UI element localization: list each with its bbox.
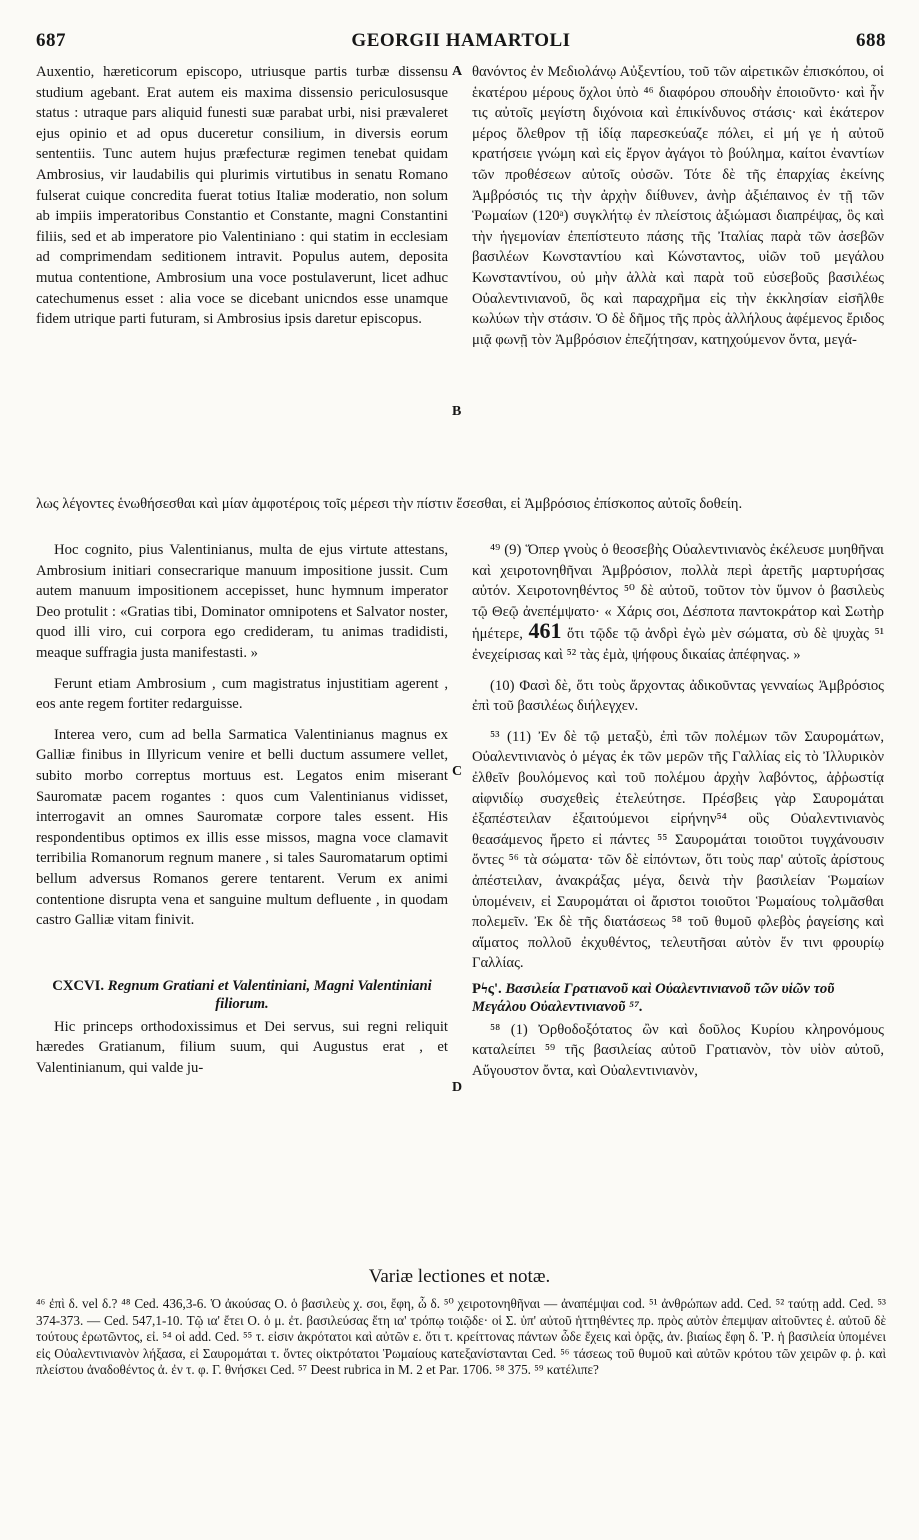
latin-column-top — [36, 62, 448, 330]
greek-paragraph-2 — [472, 540, 884, 666]
edition-page-marker: 461 — [528, 618, 562, 644]
page-number-right: 688 — [856, 30, 886, 51]
margin-marker-a: A — [452, 64, 463, 79]
greek-paragraph-3: (10) Φασὶ δὲ, ὅτι τοὺς ἄρχοντας ἀδικοῦντας γενναίως Ἀμβρόσιος ἐπὶ τοῦ βασιλέως διήλεγχεν. — [472, 677, 884, 715]
latin-chapter-title: Regnum Gratiani et Valentiniani, Magni Valentiniani filiorum. — [107, 977, 432, 1012]
greek-chapter-heading — [472, 980, 884, 1016]
latin-chapter-number: CXCVI. — [52, 977, 105, 994]
greek-paragraph-1: θανόντος ἐν Μεδιολάνῳ Αὐξεντίου, τοῦ τῶν αἱρετικῶν ἐπισκόπου, οἱ ἑκατέρου μέρους ὄχλοι ὑπὸ ⁴⁶ διαφόρου σπουδὴν ἐποιοῦντο· καὶ ἦν τις αὐτοῖς μεγίστη διχόνοια καὶ ἐπικίνδυνος στάσις· καὶ ἑκάτερον μέρος ὄλεθρον τῇ ἰδίᾳ παρεσκεύαζε πόλει, εἰ μή γε ἡ αὐτοῦ κρατήσειε γνώμη καὶ εἰς ἔργον ἀγάγοι τὸ βούλημα, καίτοι ἐναντίων τῶν προθέσεων αὐτοῖς οὐσῶν. Τότε δὲ τῆς ἐπαρχίας ἐκείνης Ἀμβρόσιός τις τὴν ἀρχὴν διίθυνεν, ἀνὴρ ἀξιέπαινος ἐν τῇ τῶν Ῥωμαίων (120ᵃ) συγκλήτῳ ἐν πλείστοις ἀξιώμασι διαπρέψας, ὃς καὶ τὴν ἡγεμονίαν ἐπεπίστευτο πάσης τῆς Ἰταλίας παρὰ τῶν ἀσεβῶν βασιλέων Κωνσταντίου καὶ Κώνσταντος, υἱῶν τοῦ μεγάλου Κωνσταντίνου, οὐ μὴν ἀλλὰ καὶ παρὰ τοῦ εὐσεβοῦς βασιλέως Οὐαλεντινιανοῦ, ὃς καὶ παραχρῆμα εἰς τὴν ἐκκλησίαν εἰσῆλθε κωλύων τὴν στάσιν. Ὁ δὲ δῆμος τῆς πρὸς ἀλλήλους ἀφέμενος ἔριδος μιᾷ φωνῇ τὸν Ἀμβρόσιον ἐπεζήτησαν, κατηχούμενον ὄντα, μεγά- — [472, 64, 884, 348]
margin-marker-b: B — [452, 404, 462, 419]
greek-paragraph-2-part-b: ὅτι τῷδε τῷ ἀνδρὶ ἐγὼ μὲν σώματα, σὺ δὲ ψυχὰς ⁵¹ ἐνεχείρισας καὶ ⁵² τὰς ἐμὰ, ψήφους δικαίας ἀπέφηνας. » — [472, 626, 884, 663]
running-head — [36, 30, 886, 56]
latin-paragraph-4: Interea vero, cum ad bella Sarmatica Valentinianus magnus ex Galliæ finibus in Illyricum venire et belli ductum assumere vellet, subito morbo correptus mortuus est. Legatos enim miserant Sauromatæ pacem rogantes : quos cum Valentinianus vidisset, interrogavit an omnes Sauromatæ corpore tales essent. His respondentibus optimos ex illis esse missos, magna voce clamavit terribilia Romanorum regnum manere , si tales Sauromatarum optimi bellum adversus Romanos gerere tentarent. Verum ex animi contentione disrupta vena et sanguine multum defluente , in quodam castro Galliæ vitam finivit. — [36, 726, 448, 929]
greek-chapter-number: Ρϟς'. — [472, 980, 502, 997]
page-number-left: 687 — [36, 30, 66, 51]
latin-column-bottom — [36, 540, 448, 1078]
notes-apparatus: ⁴⁶ ἐπὶ δ. vel δ.? ⁴⁸ Ced. 436,3-6. Ὁ ἀκούσας Ο. ὁ βασιλεὺς χ. σοι, ἔφη, ὦ δ. ⁵⁰ χειροτονηθῆναι — ἀναπέμψαι cod. ⁵¹ ἀνθρώπων add. Ced. ⁵² ταύτῃ add. Ced. ⁵³ 374-373. — Ced. 547,1-10. Τῷ ια' ἔτει Ο. ὁ μ. ἐτ. βασιλεύσας ἔτη ια' τρόπῳ τοιῷδε· οἱ Σ. ὑπ' αὐτοῦ ἡττηθέντες πρ. πρὸς αὐτὸν ἐπεμψαν αἰτοῦντες ἐ. αὐτοῦ δὲ τούτους ἐρωτῶντος, εἰ. ⁵⁴ οἱ add. Ced. ⁵⁵ τ. εἰσιν ἀκρότατοι καὶ αὐτῶν ε. ὅτι τ. κρείττονας πάντων ὧδε ἔχεις καὶ ὁρᾷς, ἀν. βιαίως ἔφη δ. Ῥ. ἡ βασιλεία ὑπομένει εἰς Οὐαλεντινιανὸν λήξασα, εἰ Σαυρομάται τ. ὄντες οἰκτρότατοι Ῥωμαίους κατεξανίστανται Ced. ⁵⁶ τάσεως τοῦ θυμοῦ καὶ αὐτῶν κρότου τῶν χειρῶν φ. ῥ. καὶ πλείστου ἀναδοθέντος ἀ. ἐν τ. φ. Γ. θνήσκει Ced. ⁵⁷ Deest rubrica in M. 2 et Par. 1706. ⁵⁸ 375. ⁵⁹ κατέλιπε? — [36, 1296, 886, 1377]
greek-column-bottom — [472, 540, 884, 1082]
latin-paragraph-2: Hoc cognito, pius Valentinianus, multa de ejus virtute attestans, Ambrosium initiari consecrarique manuum impositione jussit. Cum autem manuum impositionem accepisset, hunc hymnum imperator Deo protulit : «Gratias tibi, Dominator omnipotens et Salvator noster, quod illi viro, cui corpora ego credideram, tu animas tradidisti, meaque suffragia justa manifestasti. » — [36, 542, 448, 661]
greek-column-top — [472, 62, 884, 350]
running-title: GEORGII HAMARTOLI — [351, 30, 571, 51]
latin-paragraph-5: Hic princeps orthodoxissimus et Dei servus, sui regni reliquit hæredes Gratianum, filium suum, qui Augustus erat , et Valentinianum, qui valde ju- — [36, 1018, 448, 1076]
margin-marker-d: D — [452, 1080, 463, 1095]
greek-paragraph-5: ⁵⁸ (1) Ὀρθοδοξότατος ὢν καὶ δοῦλος Κυρίου κληρονόμους καταλείπει ⁵⁹ τῆς βασιλείας αὐτοῦ Γρατιανὸν, τὸν υἱὸν αὐτοῦ, Αὔγουστον ὄντα, καὶ Οὐαλεντινιανὸν, — [472, 1021, 884, 1080]
latin-paragraph-1: Auxentio, hæreticorum episcopo, utriusque partis turbæ dissensu studium agebant. Erat autem eis maxima dissensio periculosusque status : utraque pars aliquid funesti suæ parabat urbi, nisi prævaleret ejus opinio et ad opus duceretur consilium, in diversis eorum sententiis. Tunc autem hujus præfecturæ regimen tenebat quidam Ambrosius, vir laudabilis qui plurimis virtutibus in senatu Romano fulserat cuique concredita fuerat totius Italiæ moderatio, non solum ab impiis imperatoribus Constantio et Constante, magni Constantini filiis, sed et ab imperatore pio Valentiniano : qui statim in ecclesiam ad comprimendam seditionem intravit. Populus autem, deposita mutua contentione, Ambrosium una voce postulaverunt, licet adhuc catechumenus esset : alia voce se dicebant unicndos esse unamque fidem utrique parti futuram, si Ambrosius ipsis daretur episcopus. — [36, 64, 448, 328]
spanning-line: λως λέγοντες ἑνωθήσεσθαι καὶ μίαν ἀμφοτέροις τοῖς μέρεσι τὴν πίστιν ἔσεσθαι, εἰ Ἀμβρόσιος ἐπίσκοπος αὐτοῖς δοθείη. — [36, 496, 743, 512]
latin-chapter-heading — [36, 977, 448, 1013]
greek-chapter-title: Βασιλεία Γρατιανοῦ καὶ Οὐαλεντινιανοῦ τῶν υἱῶν τοῦ Μεγάλου Οὐαλεντινιανοῦ ⁵⁷. — [472, 980, 835, 1015]
margin-marker-c: C — [452, 764, 463, 779]
greek-paragraph-2-part-a: ⁴⁹ (9) Ὅπερ γνοὺς ὁ θεοσεβὴς Οὐαλεντινιανὸς ἐκέλευσε μυηθῆναι καὶ χειροτονηθῆναι Ἀμβρόσιον, πολλὰ περὶ ἀρετῆς μαρτυρήσας αὐτόν. Χειροτονηθέντος ⁵⁰ δὲ αὐτοῦ, τοῦτον τὸν ὕμνον ὁ βασιλεὺς τῷ Θεῷ ἀνεπέμψατο· « Χάρις σοι, Δέσποτα παντοκράτορ καὶ Σωτὴρ ἡμέτερε, — [472, 542, 884, 643]
latin-paragraph-3: Ferunt etiam Ambrosium , cum magistratus injustitiam agerent , eos ante regem fortiter redarguisse. — [36, 675, 448, 713]
notes-heading: Variæ lectiones et notæ. — [368, 1266, 551, 1287]
greek-paragraph-4: ⁵³ (11) Ἐν δὲ τῷ μεταξὺ, ἐπὶ τῶν πολέμων τῶν Σαυρομάτων, Οὐαλεντινιανὸς ὁ μέγας ἐκ τῶν μερῶν τῆς Γαλλίας εἰς τὸ Ἰλλυρικὸν ἐλθεῖν βουλόμενος καὶ τοῦ πολέμου ἀρχὴν λαβόντος, ἀῤῥωστίᾳ αἰφνιδίῳ συσχεθεὶς ἐτελεύτησε. Πρέσβεις γὰρ Σαυρομάται ἐξαπέστειλαν ἐξαιτούμενοι εἰρήνην⁵⁴ οὓς Οὐαλεντινιανὸς θεασάμενος ἤρετο εἰ πάντες ⁵⁵ Σαυρομάται τοιοῦτοι τυγχάνουσιν ὄντες ⁵⁶ τὰ σώματα· τῶν δὲ εἰπόντων, ὅτι τοὺς παρ' αὐτοῖς ἀρίστους ἀπέστειλαν, ἀνακράξας μέγα, δεινὰ τὴν βασιλείαν Ῥωμαίων ὑπομένειν, εἰ Σαυρομάται οἱ ἄριστοι τοιοῦτοι Ῥωμαίους τολμᾶσθαι πολεμεῖν. Ἐκ δὲ τῆς διατάσεως ⁵⁸ τοῦ θυμοῦ φλεβὸς ῥαγείσης καὶ αἵματος πολλοῦ ἐκχυθέντος, τελευτῆσαι αὐτὸν ἔν τινι φρουρίῳ Γαλλίας. — [472, 728, 884, 972]
